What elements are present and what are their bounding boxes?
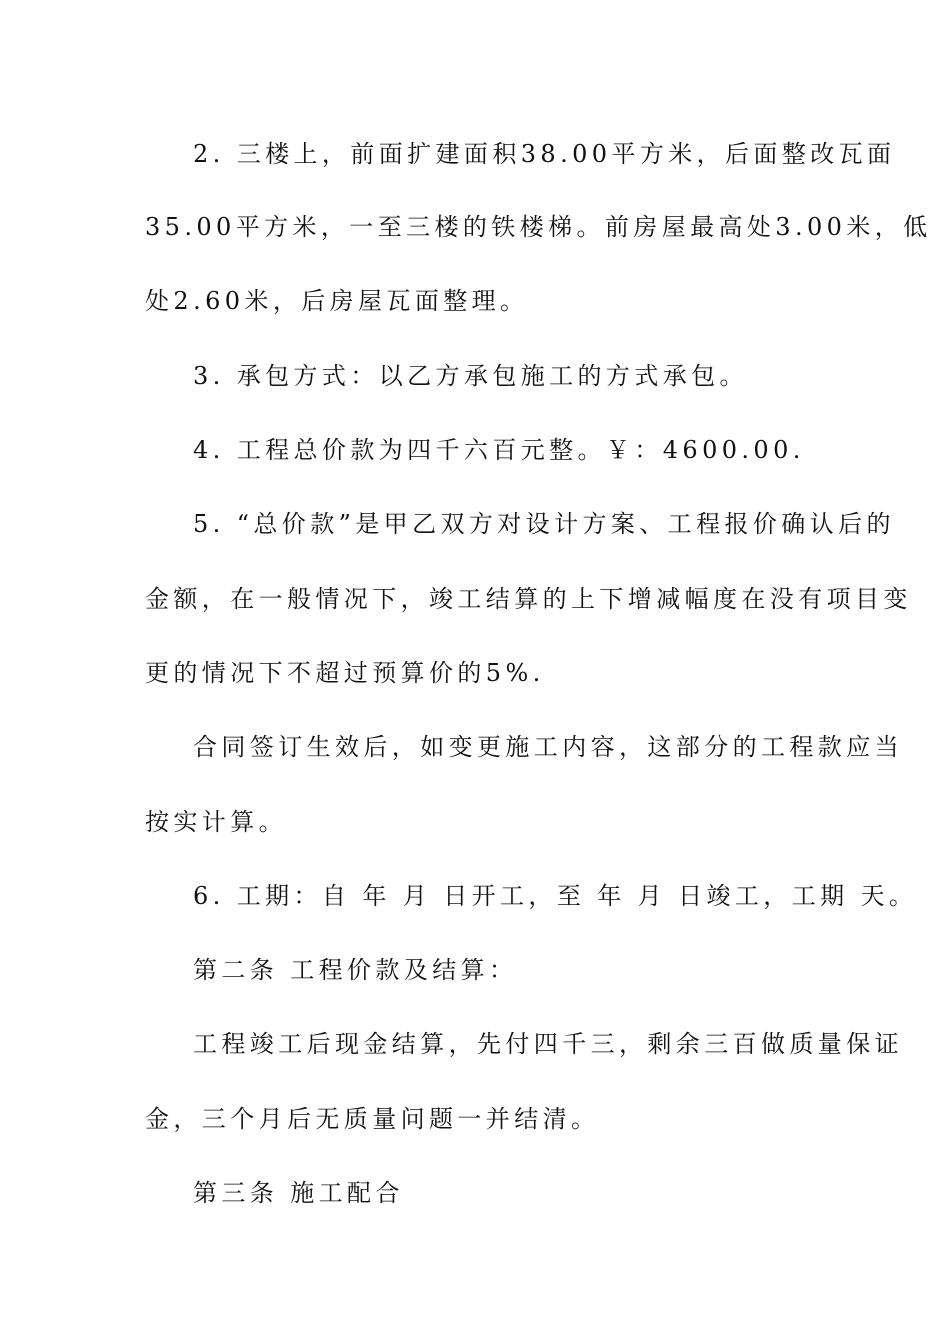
article-3-heading: 第三条 施工配合: [193, 1179, 404, 1207]
item-3-contract-method: 3. 承包方式：以乙方承包施工的方式承包。: [193, 362, 748, 390]
item-5-line-1: 5. “总价款”是甲乙双方对设计方案、工程报价确认后的: [193, 510, 895, 538]
item-5-line-2: 金额，在一般情况下，竣工结算的上下增减幅度在没有项目变: [145, 585, 912, 613]
article-2-heading: 第二条 工程价款及结算：: [193, 956, 518, 984]
item-6-schedule: 6. 工期：自 年 月 日开工，至 年 月 日竣工，工期 天。: [193, 882, 918, 910]
item-4-total-price: 4. 工程总价款为四千六百元整。￥：4600.00.: [193, 436, 805, 464]
item-2-line-3: 处2.60米，后房屋瓦面整理。: [145, 287, 529, 315]
settlement-line-1: 工程竣工后现金结算，先付四千三，剩余三百做质量保证: [193, 1030, 903, 1058]
item-2-line-1: 2. 三楼上，前面扩建面积38.00平方米，后面整改瓦面: [193, 140, 896, 168]
settlement-line-2: 金，三个月后无质量问题一并结清。: [145, 1105, 600, 1133]
item-2-line-2: 35.00平方米，一至三楼的铁楼梯。前房屋最高处3.00米，低: [145, 213, 932, 241]
change-clause-line-2: 按实计算。: [145, 808, 287, 836]
change-clause-line-1: 合同签订生效后，如变更施工内容，这部分的工程款应当: [193, 733, 903, 761]
item-5-line-3: 更的情况下不超过预算价的5%.: [145, 659, 545, 687]
